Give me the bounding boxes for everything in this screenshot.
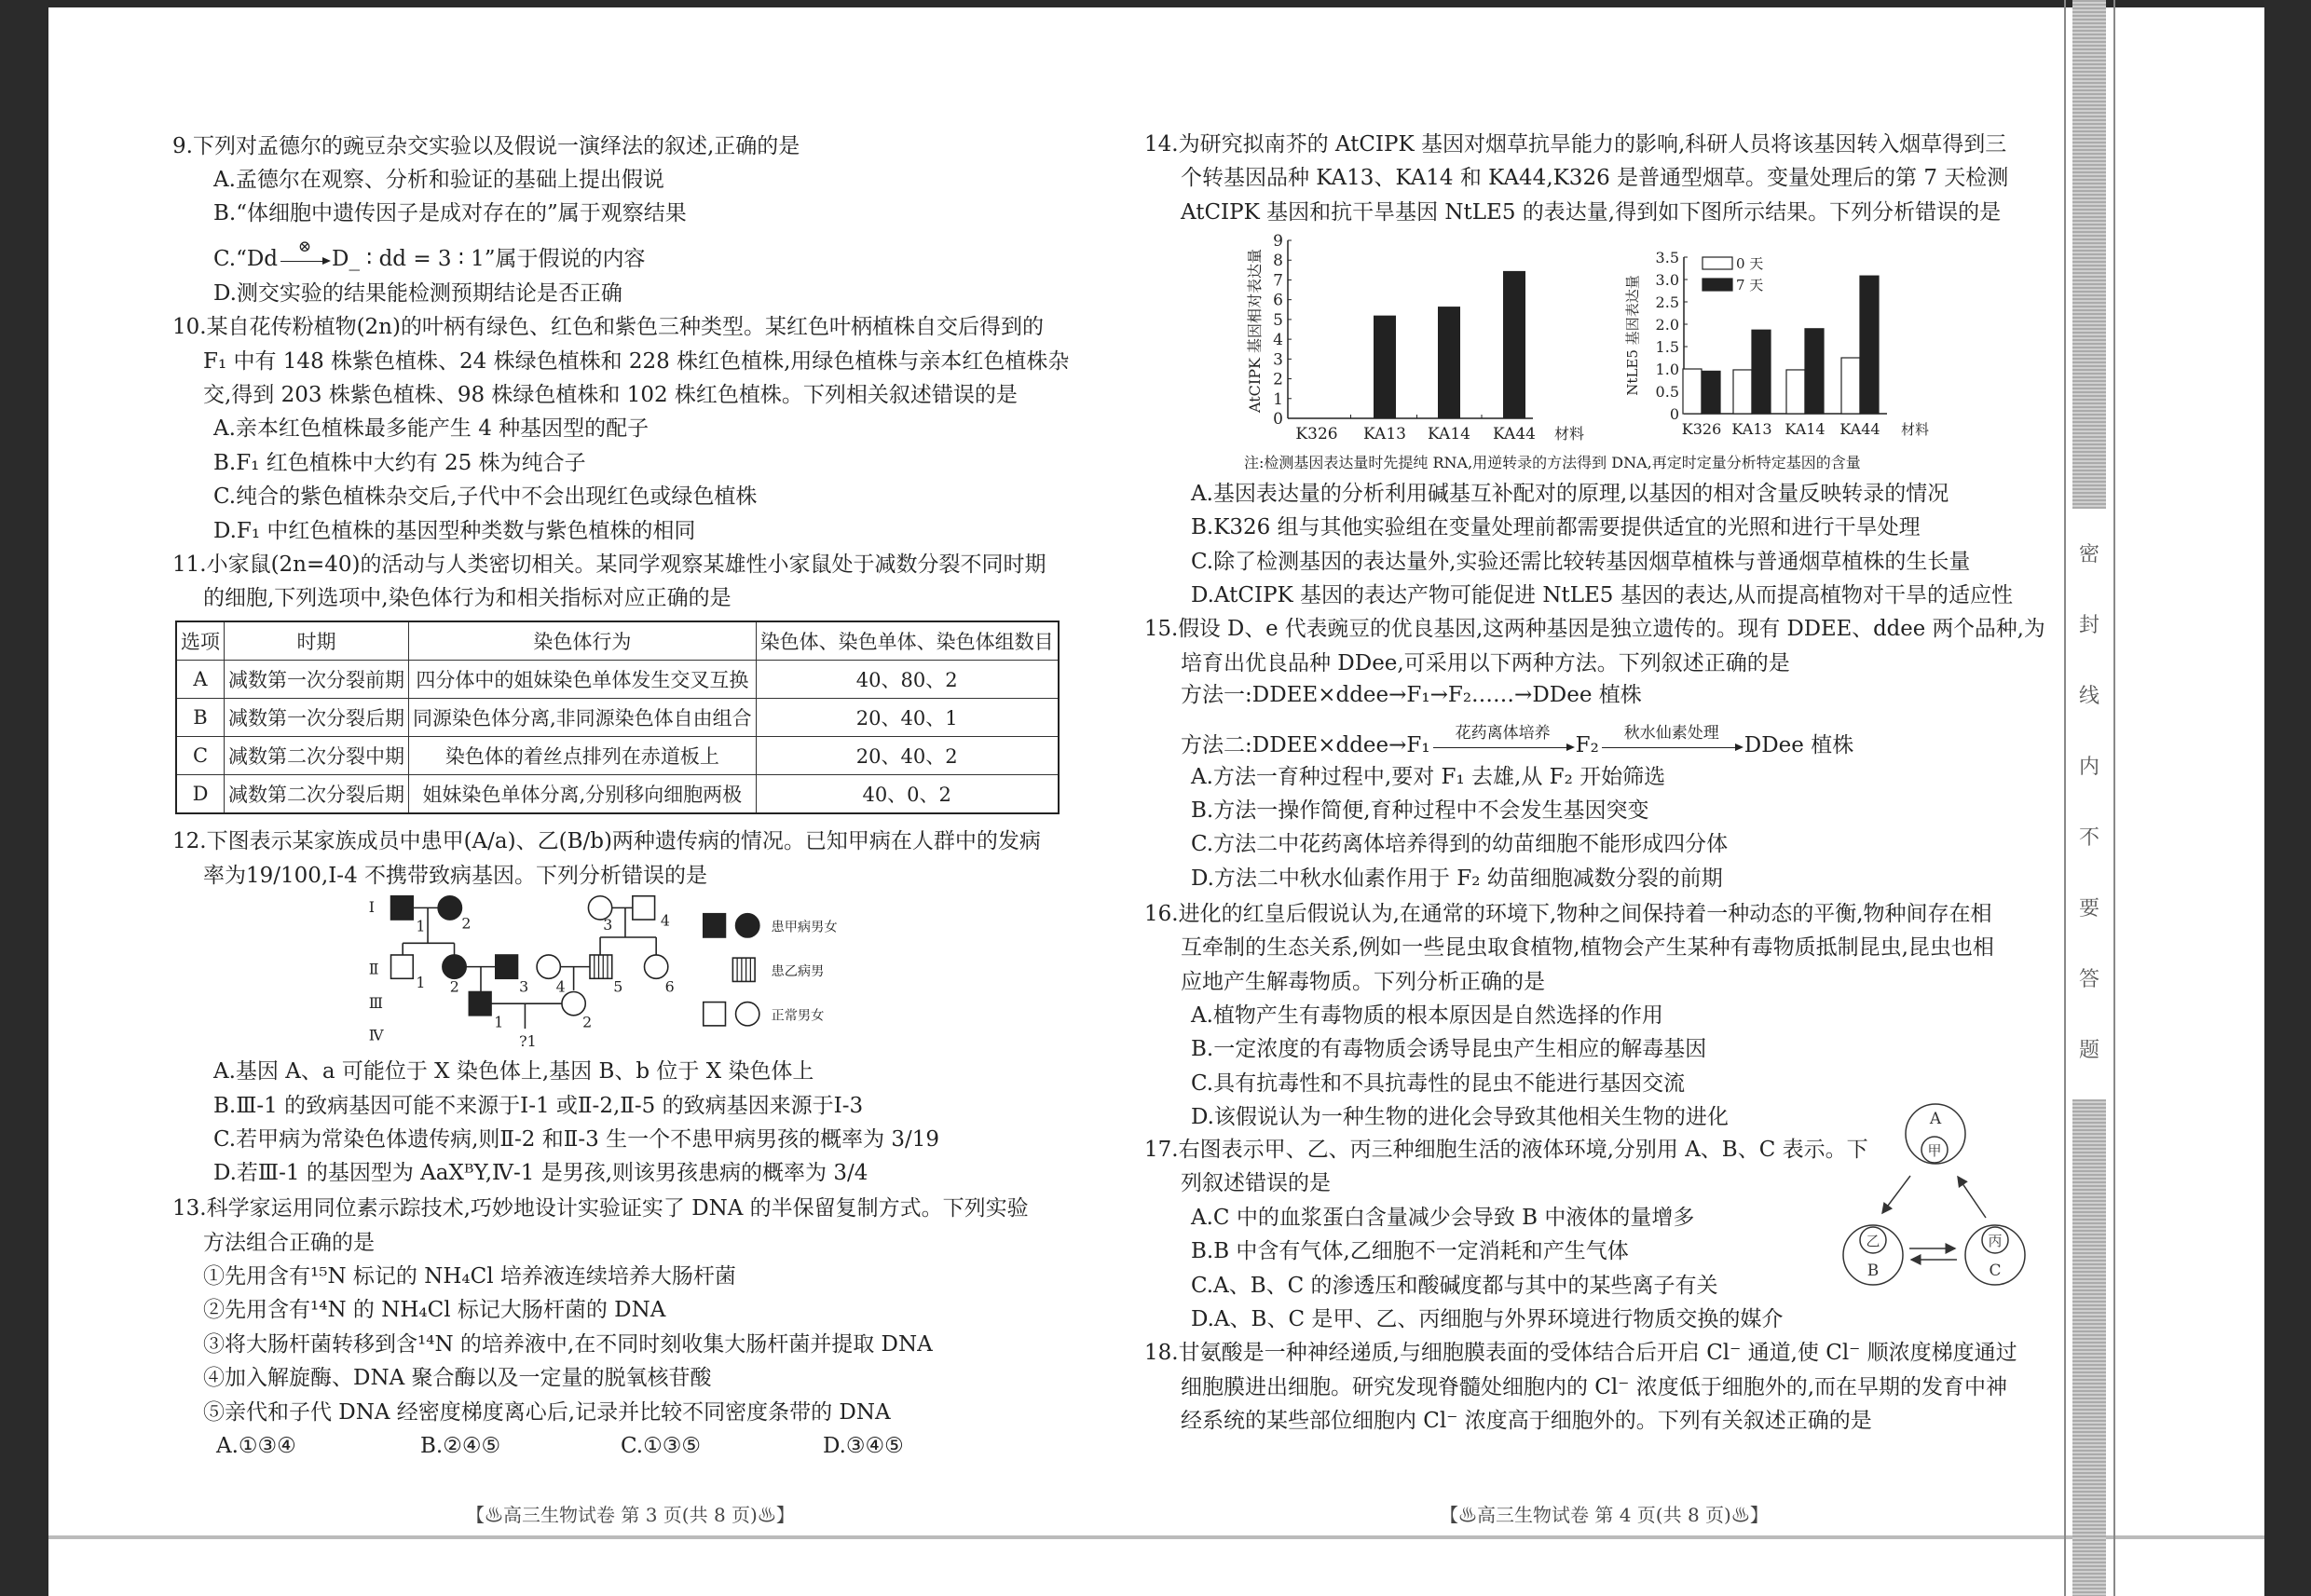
method-two: 方法二:DDEE×ddee→F₁ 花药离体培养 F₂ 秋水仙素处理 DDee 植株 — [1181, 730, 1853, 760]
question-line: 13.科学家运用同位素示踪技术,巧妙地设计实验证实了 DNA 的半保留复制方式。下列实验 — [172, 1196, 1029, 1221]
affected-female-II2 — [443, 955, 466, 978]
question-line: AtCIPK 基因和抗干旱基因 NtLE5 的表达量,得到如下图所示结果。下列分析错误的是 — [1181, 200, 2002, 225]
y-tick-label: 1 — [1273, 389, 1283, 409]
table-row: A 减数第一次分裂前期 四分体中的姐妹染色单体发生交叉互换 40、80、2 — [176, 661, 1059, 699]
svg-text:乙: 乙 — [1866, 1233, 1880, 1249]
cross-symbol: ⊗ — [297, 238, 312, 256]
svg-text:甲: 甲 — [1927, 1142, 1942, 1159]
option-line: C.方法二中花药离体培养得到的幼苗细胞不能形成四分体 — [1191, 832, 1729, 856]
x-tick-label: KA44 — [1493, 425, 1536, 443]
bar-KA14-series-1 — [1805, 329, 1824, 414]
arrow-anther-culture: 花药离体培养 — [1433, 730, 1573, 760]
question-line: 方法组合正确的是 — [203, 1231, 375, 1255]
question-line: ③将大肠杆菌转移到含¹⁴N 的培养液中,在不同时刻收集大肠杆菌并提取 DNA — [203, 1332, 933, 1357]
option-line: B.一定浓度的有毒物质会诱导昆虫产生相应的解毒基因 — [1191, 1037, 1707, 1061]
page-4-footer: 【♨高三生物试卷 第 4 页(共 8 页)♨】 — [1440, 1504, 1769, 1526]
seal-line-char: 要 — [2078, 897, 2099, 921]
question-line: 应地产生解毒物质。下列分析正确的是 — [1181, 970, 1545, 994]
logo-icon: ♨ — [1458, 1504, 1477, 1526]
question-line: 互牵制的生态关系,例如一些昆虫取食植物,植物会产生某种有毒物质抵制昆虫,昆虫也相 — [1181, 935, 1994, 960]
legend-disease-b-male-icon — [732, 958, 755, 981]
option-line: A.亲本红色植株最多能产生 4 种基因型的配子 — [213, 416, 650, 441]
scan-edge-top — [0, 0, 2311, 7]
option-line: D.F₁ 中红色植株的基因型种类数与紫色植株的相同 — [213, 519, 696, 543]
y-tick-label: 0.5 — [1655, 383, 1679, 401]
option-line: D.测交实验的结果能检测预期结论是否正确 — [213, 281, 622, 306]
y-tick-label: 3.5 — [1655, 249, 1679, 266]
y-tick-label: 5 — [1273, 310, 1283, 330]
table-row: D 减数第二次分裂后期 姐妹染色单体分离,分别移向细胞两极 40、0、2 — [176, 775, 1059, 814]
normal-female-II4 — [537, 955, 560, 978]
bar-KA13-series-1 — [1752, 330, 1771, 414]
y-tick-label: 2.5 — [1655, 293, 1679, 311]
bar-KA13-series-0 — [1733, 370, 1752, 414]
x-tick-label: KA13 — [1731, 420, 1772, 438]
page-3-footer: 【♨高三生物试卷 第 3 页(共 8 页)♨】 — [466, 1504, 795, 1526]
option-line: A.植物产生有毒物质的根本原因是自然选择的作用 — [1191, 1003, 1663, 1028]
y-tick-label: 4 — [1273, 331, 1283, 350]
table-header-row: 选项 时期 染色体行为 染色体、染色单体、染色体组数目 — [176, 621, 1059, 661]
option-line: B.K326 组与其他实验组在变量处理前都需要提供适宜的光照和进行干旱处理 — [1191, 515, 1921, 539]
y-axis-label: AtCIPK 基因相对表达量 — [1246, 248, 1264, 414]
question-line: 18.甘氨酸是一种神经递质,与细胞膜表面的受体结合后开启 Cl⁻ 通道,使 Cl⁻ 顺浓度梯度通过 — [1144, 1341, 2017, 1365]
q13-choice-c: C.①③⑤ — [621, 1434, 701, 1458]
q13-choice-b: B.②④⑤ — [420, 1434, 501, 1458]
binding-strip-top — [2072, 0, 2106, 509]
question-line: 11.小家鼠(2n=40)的活动与人类密切相关。某同学观察某雄性小家鼠处于减数分裂不同时期 — [172, 552, 1046, 577]
svg-text:4: 4 — [555, 977, 566, 996]
bottom-divider — [48, 1535, 2264, 1539]
question-line: 细胞膜进出细胞。研究发现脊髓处细胞内的 Cl⁻ 浓度低于细胞外的,而在早期的发育中神 — [1181, 1375, 2008, 1399]
question-line: ①先用含有¹⁵N 标记的 NH₄Cl 培养液连续培养大肠杆菌 — [203, 1264, 736, 1289]
q13-choice-a: A.①③④ — [216, 1434, 296, 1458]
scan-edge-left — [0, 0, 48, 1596]
seal-line-char: 答 — [2078, 968, 2099, 991]
y-tick-label: 0 — [1273, 410, 1283, 429]
svg-text:1: 1 — [416, 973, 426, 991]
y-tick-label: 7 — [1273, 271, 1283, 291]
svg-text:3: 3 — [519, 977, 529, 996]
option-line: A.基因 A、a 可能位于 X 染色体上,基因 B、b 位于 X 染色体上 — [213, 1059, 814, 1084]
seal-line-char: 封 — [2078, 614, 2099, 637]
option-line: B.B 中含有气体,乙细胞不一定消耗和产生气体 — [1191, 1239, 1629, 1263]
normal-female-II6 — [645, 955, 668, 978]
table-row: B 减数第一次分裂后期 同源染色体分离,非同源染色体自由组合 20、40、1 — [176, 699, 1059, 737]
x-tick-label: KA14 — [1785, 420, 1826, 438]
question-line: 率为19/100,Ⅰ-4 不携带致病基因。下列分析错误的是 — [203, 864, 708, 888]
self-cross-arrow — [280, 238, 329, 274]
question-line: 17.右图表示甲、乙、丙三种细胞生活的液体环境,分别用 A、B、C 表示。下 — [1144, 1138, 1868, 1162]
question-line: ⑤亲代和子代 DNA 经密度梯度离心后,记录并比较不同密度条带的 DNA — [203, 1400, 891, 1425]
question-line: ④加入解旋酶、DNA 聚合酶以及一定量的脱氧核苷酸 — [203, 1366, 712, 1390]
svg-text:患甲病男女: 患甲病男女 — [771, 920, 838, 935]
svg-text:1: 1 — [494, 1013, 504, 1031]
affected-female-I2 — [438, 896, 461, 920]
option-line: C.A、B、C 的渗透压和酸碱度都与其中的某些离子有关 — [1191, 1274, 1718, 1298]
legend-swatch — [1702, 257, 1732, 269]
question-line: 的细胞,下列选项中,染色体行为和相关指标对应正确的是 — [203, 586, 732, 610]
generation-label: Ⅳ — [368, 1026, 384, 1044]
svg-text:3: 3 — [603, 916, 613, 934]
atcipk-expression-chart — [1211, 224, 1603, 447]
y-tick-label: 1.5 — [1655, 338, 1679, 356]
seal-line-char: 不 — [2078, 826, 2099, 850]
option-line: B.“体细胞中遗传因子是成对存在的”属于观察结果 — [213, 201, 687, 225]
option-line: A.孟德尔在观察、分析和验证的基础上提出假说 — [213, 168, 664, 192]
normal-female-III2 — [562, 992, 585, 1016]
option-line: A.基因表达量的分析利用碱基互补配对的原理,以基因的相对含量反映转录的情况 — [1191, 482, 1949, 506]
seal-line-char: 密 — [2078, 543, 2099, 566]
pedigree-chart — [354, 884, 838, 1054]
question-line: 个转基因品种 KA13、KA14 和 KA44,K326 是普通型烟草。变量处理后的第 7 天检测 — [1181, 166, 2009, 190]
bar-K326-series-1 — [1702, 371, 1720, 414]
option-line: C.若甲病为常染色体遗传病,则Ⅱ-2 和Ⅱ-3 生一个不患甲病男孩的概率为 3/19 — [213, 1127, 940, 1152]
x-axis-label: 材料 — [1554, 425, 1585, 443]
question-line: 9.下列对孟德尔的豌豆杂交实验以及假说一演绎法的叙述,正确的是 — [172, 134, 800, 158]
option-line: A.C 中的血浆蛋白含量减少会导致 B 中液体的量增多 — [1191, 1206, 1695, 1230]
question-line: 培育出优良品种 DDee,可采用以下两种方法。下列叙述正确的是 — [1181, 651, 1790, 675]
option-line: C.纯合的紫色植株杂交后,子代中不会出现红色或绿色植株 — [213, 484, 758, 509]
q9-option-c: C.“Dd ⊗ D_ ∶ dd = 3 ∶ 1”属于假说的内容 — [213, 244, 646, 274]
arrow-a-to-b — [1882, 1176, 1910, 1213]
question-line: 列叙述错误的是 — [1181, 1171, 1331, 1195]
legend-affected-male-icon — [704, 914, 726, 937]
svg-text:5: 5 — [613, 977, 623, 996]
x-tick-label: KA44 — [1839, 420, 1880, 438]
seal-line-char: 线 — [2078, 685, 2099, 708]
svg-text:1: 1 — [416, 917, 426, 935]
x-axis-label: 材料 — [1901, 421, 1930, 438]
option-line: D.若Ⅲ-1 的基因型为 AaXᴮY,Ⅳ-1 是男孩,则该男孩患病的概率为 3/4 — [213, 1161, 868, 1185]
option-line: D.该假说认为一种生物的进化会导致其他相关生物的进化 — [1191, 1105, 1729, 1129]
legend-label: 0 天 — [1736, 255, 1764, 272]
question-line: 16.进化的红皇后假说认为,在通常的环境下,物种之间保持着一种动态的平衡,物种间存在相 — [1144, 902, 1992, 926]
y-tick-label: 8 — [1273, 252, 1283, 271]
x-tick-label: K326 — [1295, 425, 1338, 443]
x-tick-label: KA14 — [1428, 425, 1470, 443]
table-row: C 减数第二次分裂中期 染色体的着丝点排列在赤道板上 20、40、2 — [176, 737, 1059, 775]
meiosis-table — [175, 621, 1060, 814]
y-tick-label: 9 — [1273, 232, 1283, 251]
question-line: 10.某自花传粉植物(2n)的叶柄有绿色、红色和紫色三种类型。某红色叶柄植株自交后得到的 — [172, 315, 1044, 339]
bar-KA44 — [1503, 271, 1525, 418]
y-tick-label: 0 — [1669, 405, 1679, 423]
x-tick-label: KA13 — [1363, 425, 1406, 443]
svg-text:A: A — [1929, 1110, 1942, 1128]
binding-strip-bottom — [2072, 1099, 2106, 1596]
option-line: D.AtCIPK 基因的表达产物可能促进 NtLE5 基因的表达,从而提高植物对干旱的适应性 — [1191, 583, 2014, 607]
option-line: D.方法二中秋水仙素作用于 F₂ 幼苗细胞减数分裂的前期 — [1191, 866, 1723, 891]
generation-label: Ⅰ — [368, 898, 376, 917]
y-tick-label: 1.0 — [1655, 361, 1679, 378]
seal-line-char: 题 — [2078, 1039, 2099, 1062]
question-line: 12.下图表示某家族成员中患甲(A/a)、乙(B/b)两种遗传病的情况。已知甲病在人群中的发病 — [172, 829, 1041, 853]
bar-KA14 — [1438, 307, 1460, 418]
scan-edge-right — [2264, 0, 2311, 1596]
svg-text:C: C — [1989, 1262, 2002, 1280]
normal-male-I4 — [633, 896, 655, 920]
svg-text:4: 4 — [660, 911, 670, 930]
legend-normal-male-icon — [704, 1003, 726, 1026]
option-line: C.具有抗毒性和不具抗毒性的昆虫不能进行基因交流 — [1191, 1071, 1686, 1096]
svg-text:2: 2 — [582, 1013, 593, 1031]
q13-choice-d: D.③④⑤ — [823, 1434, 904, 1458]
affected-male-II3 — [496, 955, 518, 978]
generation-label: Ⅲ — [368, 993, 384, 1012]
y-tick-label: 3 — [1273, 350, 1283, 370]
legend-swatch — [1702, 279, 1732, 291]
svg-text:2: 2 — [449, 977, 459, 996]
legend-normal-female-icon — [736, 1003, 759, 1026]
svg-text:丙: 丙 — [1988, 1233, 2003, 1249]
option-line: C.除了检测基因的表达量外,实验还需比较转基因烟草植株与普通烟草植株的生长量 — [1191, 550, 1971, 574]
arrow-c-to-a — [1958, 1177, 1986, 1218]
question-line: 15.假设 D、e 代表豌豆的优良基因,这两种基因是独立遗传的。现有 DDEE、ddee 两个品种,为 — [1144, 617, 2045, 641]
logo-icon: ♨ — [757, 1504, 776, 1526]
question-line: 14.为研究拟南芥的 AtCIPK 基因对烟草抗旱能力的影响,科研人员将该基因转入烟草得到三 — [1144, 132, 2007, 157]
question-line: ②先用含有¹⁴N 的 NH₄Cl 标记大肠杆菌的 DNA — [203, 1298, 666, 1322]
svg-text:B: B — [1867, 1262, 1880, 1280]
affected-male-III1 — [469, 992, 491, 1016]
generation-label: Ⅱ — [368, 960, 379, 978]
seal-line-char: 内 — [2078, 756, 2099, 779]
y-tick-label: 2 — [1273, 370, 1283, 389]
bar-KA14-series-0 — [1786, 370, 1805, 414]
logo-icon: ♨ — [485, 1504, 503, 1526]
legend-label: 7 天 — [1736, 277, 1764, 293]
bar-K326-series-0 — [1683, 369, 1702, 414]
svg-text:2: 2 — [461, 914, 472, 933]
question-line: 经系统的某些部位细胞内 Cl⁻ 浓度高于细胞外的。下列有关叙述正确的是 — [1181, 1409, 1872, 1433]
bar-KA13 — [1374, 316, 1396, 418]
y-axis-label: NtLE5 基因表达量 — [1624, 275, 1641, 396]
disease-b-male-II5 — [590, 955, 612, 978]
chart-note: 注:检测基因表达量时先提纯 RNA,用逆转录的方法得到 DNA,再定时定量分析特定基因的含量 — [1244, 454, 1861, 471]
option-line: B.F₁ 红色植株中大约有 25 株为纯合子 — [213, 451, 586, 475]
bar-KA44-series-1 — [1860, 276, 1879, 414]
question-line: 交,得到 203 株紫色植株、98 株绿色植株和 102 株红色植株。下列相关叙述错误的是 — [203, 383, 1018, 407]
svg-text:6: 6 — [664, 977, 675, 996]
logo-icon: ♨ — [1730, 1504, 1750, 1526]
option-line: B.方法一操作简便,育种过程中不会发生基因突变 — [1191, 798, 1649, 823]
svg-text:?1: ?1 — [519, 1032, 537, 1051]
normal-male-II1 — [391, 955, 414, 978]
option-line: D.A、B、C 是甲、乙、丙细胞与外界环境进行物质交换的媒介 — [1191, 1307, 1784, 1331]
y-tick-label: 2.0 — [1655, 316, 1679, 334]
affected-male-I1 — [391, 896, 414, 920]
svg-text:正常男女: 正常男女 — [771, 1008, 825, 1024]
svg-text:患乙病男: 患乙病男 — [771, 964, 825, 980]
y-tick-label: 3.0 — [1655, 271, 1679, 289]
binding-line-right — [2113, 0, 2115, 1596]
arrow-colchicine: 秋水仙素处理 — [1602, 730, 1742, 760]
ntle5-expression-chart — [1603, 224, 1957, 447]
legend-affected-female-icon — [736, 914, 759, 937]
body-fluid-diagram — [1826, 1095, 2031, 1295]
option-line: A.方法一育种过程中,要对 F₁ 去雄,从 F₂ 开始筛选 — [1191, 765, 1666, 789]
method-one: 方法一:DDEE×ddee→F₁→F₂……→DDee 植株 — [1181, 683, 1642, 707]
bar-KA44-series-0 — [1841, 358, 1860, 414]
x-tick-label: K326 — [1681, 420, 1722, 438]
question-line: F₁ 中有 148 株紫色植株、24 株绿色植株和 228 株红色植株,用绿色植株与亲本红色植株杂 — [203, 349, 1070, 374]
y-tick-label: 6 — [1273, 291, 1283, 310]
option-line: B.Ⅲ-1 的致病基因可能不来源于Ⅰ-1 或Ⅱ-2,Ⅱ-5 的致病基因来源于Ⅰ-3 — [213, 1094, 864, 1118]
binding-line-left — [2064, 0, 2066, 1596]
